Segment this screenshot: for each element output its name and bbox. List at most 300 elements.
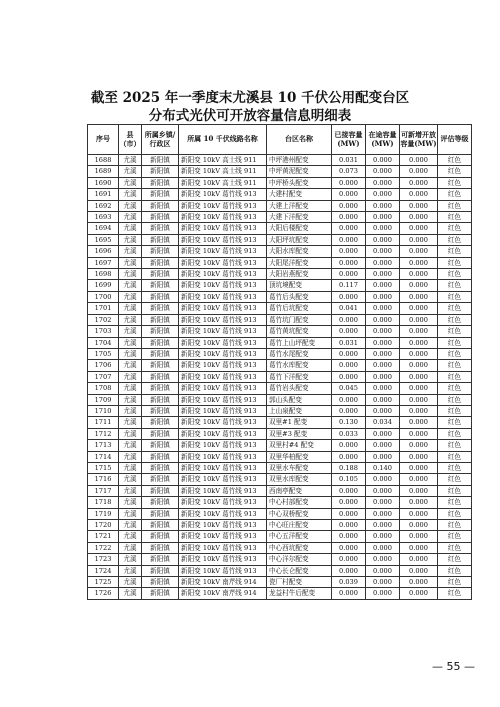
cell-town: 新阳镇 — [142, 314, 179, 325]
cell-connected: 0.000 — [332, 531, 366, 542]
cell-pending: 0.000 — [366, 280, 400, 291]
cell-area: 中心五洋配变 — [267, 531, 332, 542]
cell-available: 0.000 — [400, 405, 438, 416]
cell-connected: 0.000 — [332, 405, 366, 416]
cell-index: 1705 — [88, 348, 119, 359]
cell-available: 0.000 — [400, 246, 438, 257]
cell-pending: 0.000 — [366, 565, 400, 576]
cell-connected: 0.000 — [332, 269, 366, 280]
cell-county: 尤溪 — [119, 234, 142, 245]
cell-connected: 0.188 — [332, 462, 366, 473]
table-row — [88, 234, 472, 245]
cell-index: 1723 — [88, 554, 119, 565]
cell-county: 尤溪 — [119, 474, 142, 485]
cell-town: 新阳镇 — [142, 508, 179, 519]
cell-line: 新阳变 10kV 葛竹线 913 — [179, 405, 267, 416]
cell-available: 0.000 — [400, 383, 438, 394]
cell-available: 0.000 — [400, 291, 438, 302]
cell-index: 1702 — [88, 314, 119, 325]
cell-grade: 红色 — [438, 383, 472, 394]
cell-county: 尤溪 — [119, 531, 142, 542]
cell-index: 1725 — [88, 577, 119, 588]
table-row — [88, 348, 472, 359]
col-header-line: 所属 10 千伏线路名称 — [179, 125, 267, 155]
table-row — [88, 200, 472, 211]
cell-county: 尤溪 — [119, 577, 142, 588]
table-row — [88, 371, 472, 382]
cell-town: 新阳镇 — [142, 246, 179, 257]
cell-available: 0.000 — [400, 177, 438, 188]
cell-county: 尤溪 — [119, 223, 142, 234]
table-row — [88, 337, 472, 348]
cell-line: 新阳变 10kV 葛竹线 913 — [179, 337, 267, 348]
cell-pending: 0.000 — [366, 360, 400, 371]
cell-available: 0.000 — [400, 542, 438, 553]
cell-town: 新阳镇 — [142, 326, 179, 337]
cell-index: 1713 — [88, 440, 119, 451]
cell-county: 尤溪 — [119, 485, 142, 496]
cell-town: 新阳镇 — [142, 212, 179, 223]
cell-line: 新阳变 10kV 葛竹线 913 — [179, 234, 267, 245]
table-row — [88, 554, 472, 565]
cell-grade: 红色 — [438, 257, 472, 268]
cell-county: 尤溪 — [119, 565, 142, 576]
cell-index: 1700 — [88, 291, 119, 302]
table-row — [88, 577, 472, 588]
cell-county: 尤溪 — [119, 303, 142, 314]
cell-connected: 0.000 — [332, 508, 366, 519]
cell-area: 葛竹岩头配变 — [267, 383, 332, 394]
cell-town: 新阳镇 — [142, 280, 179, 291]
cell-index: 1717 — [88, 485, 119, 496]
cell-connected: 0.000 — [332, 257, 366, 268]
table-row — [88, 383, 472, 394]
cell-index: 1703 — [88, 326, 119, 337]
cell-area: 葛竹后坑配变 — [267, 303, 332, 314]
cell-grade: 红色 — [438, 200, 472, 211]
cell-county: 尤溪 — [119, 371, 142, 382]
cell-county: 尤溪 — [119, 508, 142, 519]
cell-line: 新阳变 10kV 葛竹线 913 — [179, 520, 267, 531]
cell-line: 新阳变 10kV 葛竹线 913 — [179, 360, 267, 371]
cell-county: 尤溪 — [119, 155, 142, 166]
cell-line: 新阳变 10kV 葛竹线 913 — [179, 485, 267, 496]
cell-index: 1708 — [88, 383, 119, 394]
table-row — [88, 280, 472, 291]
cell-index: 1695 — [88, 234, 119, 245]
cell-available: 0.000 — [400, 485, 438, 496]
cell-grade: 红色 — [438, 542, 472, 553]
cell-area: 中心村部配变 — [267, 497, 332, 508]
cell-pending: 0.000 — [366, 189, 400, 200]
cell-area: 中坪黄泥配变 — [267, 166, 332, 177]
cell-available: 0.000 — [400, 462, 438, 473]
cell-area: 中心洋尔配变 — [267, 554, 332, 565]
cell-town: 新阳镇 — [142, 428, 179, 439]
cell-connected: 0.000 — [332, 189, 366, 200]
cell-grade: 红色 — [438, 497, 472, 508]
cell-county: 尤溪 — [119, 520, 142, 531]
cell-line: 新阳变 10kV 葛竹线 913 — [179, 303, 267, 314]
cell-town: 新阳镇 — [142, 554, 179, 565]
cell-grade: 红色 — [438, 531, 472, 542]
cell-grade: 红色 — [438, 155, 472, 166]
cell-area: 瓷厂村配变 — [267, 577, 332, 588]
cell-connected: 0.000 — [332, 314, 366, 325]
cell-line: 新阳变 10kV 葛竹线 913 — [179, 348, 267, 359]
cell-index: 1706 — [88, 360, 119, 371]
cell-connected: 0.000 — [332, 451, 366, 462]
cell-pending: 0.000 — [366, 542, 400, 553]
cell-grade: 红色 — [438, 291, 472, 302]
cell-pending: 0.000 — [366, 212, 400, 223]
capacity-table — [87, 124, 472, 600]
cell-grade: 红色 — [438, 520, 472, 531]
cell-town: 新阳镇 — [142, 451, 179, 462]
table-row — [88, 155, 472, 166]
cell-town: 新阳镇 — [142, 269, 179, 280]
cell-index: 1691 — [88, 189, 119, 200]
cell-pending: 0.000 — [366, 428, 400, 439]
cell-area: 双里#3 配变 — [267, 428, 332, 439]
cell-area: 中心长仑配变 — [267, 565, 332, 576]
cell-pending: 0.000 — [366, 337, 400, 348]
cell-index: 1714 — [88, 451, 119, 462]
cell-county: 尤溪 — [119, 189, 142, 200]
cell-grade: 红色 — [438, 212, 472, 223]
cell-available: 0.000 — [400, 234, 438, 245]
cell-grade: 红色 — [438, 508, 472, 519]
page-number: — 55 — — [432, 660, 475, 673]
col-header-pending: 在途容量(MW) — [366, 125, 400, 155]
cell-connected: 0.000 — [332, 371, 366, 382]
col-header-town: 所属乡镇/行政区 — [142, 125, 179, 155]
table-title-line2: 分布式光伏可开放容量信息明细表 — [148, 108, 352, 124]
cell-connected: 0.000 — [332, 234, 366, 245]
cell-connected: 0.000 — [332, 588, 366, 599]
cell-connected: 0.000 — [332, 177, 366, 188]
cell-available: 0.000 — [400, 223, 438, 234]
table-row — [88, 223, 472, 234]
table-row — [88, 166, 472, 177]
cell-pending: 0.000 — [366, 269, 400, 280]
cell-pending: 0.000 — [366, 326, 400, 337]
cell-connected: 0.000 — [332, 200, 366, 211]
cell-index: 1710 — [88, 405, 119, 416]
cell-town: 新阳镇 — [142, 531, 179, 542]
cell-connected: 0.000 — [332, 394, 366, 405]
cell-area: 葛竹上山坪配变 — [267, 337, 332, 348]
table-row — [88, 326, 472, 337]
cell-connected: 0.000 — [332, 520, 366, 531]
cell-line: 新阳变 10kV 葛竹线 913 — [179, 508, 267, 519]
cell-index: 1721 — [88, 531, 119, 542]
cell-town: 新阳镇 — [142, 371, 179, 382]
cell-available: 0.000 — [400, 212, 438, 223]
cell-index: 1694 — [88, 223, 119, 234]
cell-area: 中心旺庄配变 — [267, 520, 332, 531]
cell-area: 大阳水库配变 — [267, 246, 332, 257]
cell-area: 双里村#4 配变 — [267, 440, 332, 451]
cell-line: 新阳变 10kV 葛竹线 913 — [179, 497, 267, 508]
cell-town: 新阳镇 — [142, 497, 179, 508]
cell-town: 新阳镇 — [142, 474, 179, 485]
table-row — [88, 405, 472, 416]
cell-pending: 0.000 — [366, 508, 400, 519]
cell-index: 1722 — [88, 542, 119, 553]
cell-area: 大阳尾洋配变 — [267, 257, 332, 268]
table-row — [88, 269, 472, 280]
cell-town: 新阳镇 — [142, 166, 179, 177]
cell-area: 西南亭配变 — [267, 485, 332, 496]
cell-county: 尤溪 — [119, 166, 142, 177]
cell-pending: 0.000 — [366, 554, 400, 565]
cell-grade: 红色 — [438, 405, 472, 416]
cell-line: 新阳变 10kV 葛竹线 913 — [179, 428, 267, 439]
cell-town: 新阳镇 — [142, 520, 179, 531]
cell-county: 尤溪 — [119, 212, 142, 223]
table-row — [88, 462, 472, 473]
cell-index: 1718 — [88, 497, 119, 508]
cell-town: 新阳镇 — [142, 257, 179, 268]
cell-index: 1688 — [88, 155, 119, 166]
cell-town: 新阳镇 — [142, 360, 179, 371]
cell-area: 双里水库配变 — [267, 474, 332, 485]
cell-town: 新阳镇 — [142, 155, 179, 166]
col-header-connected: 已接容量(MW) — [332, 125, 366, 155]
cell-area: 大阳岩燕配变 — [267, 269, 332, 280]
cell-index: 1726 — [88, 588, 119, 599]
cell-pending: 0.000 — [366, 291, 400, 302]
cell-available: 0.000 — [400, 554, 438, 565]
cell-connected: 0.031 — [332, 337, 366, 348]
cell-pending: 0.000 — [366, 246, 400, 257]
cell-available: 0.000 — [400, 474, 438, 485]
cell-town: 新阳镇 — [142, 565, 179, 576]
cell-line: 新阳变 10kV 高士线 911 — [179, 166, 267, 177]
cell-county: 尤溪 — [119, 348, 142, 359]
cell-pending: 0.000 — [366, 303, 400, 314]
cell-line: 新阳变 10kV 葛竹线 913 — [179, 246, 267, 257]
cell-pending: 0.000 — [366, 314, 400, 325]
cell-connected: 0.033 — [332, 428, 366, 439]
cell-grade: 红色 — [438, 314, 472, 325]
cell-town: 新阳镇 — [142, 200, 179, 211]
cell-county: 尤溪 — [119, 291, 142, 302]
table-row — [88, 360, 472, 371]
cell-county: 尤溪 — [119, 394, 142, 405]
cell-pending: 0.000 — [366, 497, 400, 508]
cell-grade: 红色 — [438, 485, 472, 496]
cell-town: 新阳镇 — [142, 542, 179, 553]
cell-grade: 红色 — [438, 588, 472, 599]
cell-town: 新阳镇 — [142, 348, 179, 359]
cell-county: 尤溪 — [119, 588, 142, 599]
cell-town: 新阳镇 — [142, 337, 179, 348]
cell-index: 1720 — [88, 520, 119, 531]
table-row — [88, 542, 472, 553]
cell-available: 0.000 — [400, 394, 438, 405]
cell-connected: 0.105 — [332, 474, 366, 485]
cell-connected: 0.045 — [332, 383, 366, 394]
cell-county: 尤溪 — [119, 428, 142, 439]
cell-line: 新阳变 10kV 葛竹线 913 — [179, 440, 267, 451]
cell-town: 新阳镇 — [142, 440, 179, 451]
cell-grade: 红色 — [438, 326, 472, 337]
cell-county: 尤溪 — [119, 383, 142, 394]
cell-available: 0.000 — [400, 497, 438, 508]
cell-grade: 红色 — [438, 223, 472, 234]
cell-pending: 0.000 — [366, 383, 400, 394]
table-row — [88, 440, 472, 451]
cell-connected: 0.117 — [332, 280, 366, 291]
cell-grade: 红色 — [438, 348, 472, 359]
cell-county: 尤溪 — [119, 337, 142, 348]
cell-index: 1697 — [88, 257, 119, 268]
cell-available: 0.000 — [400, 155, 438, 166]
cell-available: 0.000 — [400, 360, 438, 371]
cell-county: 尤溪 — [119, 554, 142, 565]
cell-line: 新阳变 10kV 葛竹线 913 — [179, 554, 267, 565]
cell-pending: 0.000 — [366, 405, 400, 416]
cell-available: 0.000 — [400, 200, 438, 211]
table-row — [88, 520, 472, 531]
cell-connected: 0.000 — [332, 246, 366, 257]
cell-county: 尤溪 — [119, 542, 142, 553]
cell-index: 1719 — [88, 508, 119, 519]
cell-town: 新阳镇 — [142, 223, 179, 234]
cell-area: 葛竹水尾配变 — [267, 348, 332, 359]
table-row — [88, 588, 472, 599]
cell-line: 新阳变 10kV 南芹线 914 — [179, 588, 267, 599]
cell-index: 1715 — [88, 462, 119, 473]
cell-connected: 0.000 — [332, 565, 366, 576]
cell-pending: 0.034 — [366, 417, 400, 428]
cell-connected: 0.000 — [332, 326, 366, 337]
cell-town: 新阳镇 — [142, 177, 179, 188]
cell-pending: 0.000 — [366, 348, 400, 359]
cell-line: 新阳变 10kV 葛竹线 913 — [179, 474, 267, 485]
cell-county: 尤溪 — [119, 257, 142, 268]
cell-county: 尤溪 — [119, 440, 142, 451]
cell-grade: 红色 — [438, 565, 472, 576]
table-row — [88, 257, 472, 268]
cell-available: 0.000 — [400, 428, 438, 439]
cell-available: 0.000 — [400, 314, 438, 325]
table-row — [88, 303, 472, 314]
cell-available: 0.000 — [400, 565, 438, 576]
cell-connected: 0.073 — [332, 166, 366, 177]
cell-area: 中坪桥头配变 — [267, 177, 332, 188]
cell-pending: 0.000 — [366, 200, 400, 211]
cell-available: 0.000 — [400, 588, 438, 599]
cell-line: 新阳变 10kV 葛竹线 913 — [179, 189, 267, 200]
cell-index: 1701 — [88, 303, 119, 314]
cell-grade: 红色 — [438, 337, 472, 348]
cell-connected: 0.000 — [332, 497, 366, 508]
cell-pending: 0.000 — [366, 485, 400, 496]
cell-available: 0.000 — [400, 577, 438, 588]
cell-line: 新阳变 10kV 葛竹线 913 — [179, 269, 267, 280]
cell-town: 新阳镇 — [142, 462, 179, 473]
cell-available: 0.000 — [400, 417, 438, 428]
cell-county: 尤溪 — [119, 200, 142, 211]
cell-county: 尤溪 — [119, 246, 142, 257]
cell-grade: 红色 — [438, 234, 472, 245]
cell-line: 新阳变 10kV 高士线 911 — [179, 155, 267, 166]
cell-town: 新阳镇 — [142, 588, 179, 599]
table-row — [88, 189, 472, 200]
cell-pending: 0.140 — [366, 462, 400, 473]
cell-grade: 红色 — [438, 451, 472, 462]
cell-line: 新阳变 10kV 葛竹线 913 — [179, 531, 267, 542]
cell-area: 郭山头配变 — [267, 394, 332, 405]
cell-connected: 0.000 — [332, 212, 366, 223]
cell-area: 葛竹坑门配变 — [267, 314, 332, 325]
table-row — [88, 177, 472, 188]
cell-available: 0.000 — [400, 269, 438, 280]
cell-line: 新阳变 10kV 高士线 911 — [179, 177, 267, 188]
cell-index: 1707 — [88, 371, 119, 382]
cell-grade: 红色 — [438, 577, 472, 588]
cell-index: 1693 — [88, 212, 119, 223]
cell-area: 大阳后楼配变 — [267, 223, 332, 234]
cell-index: 1716 — [88, 474, 119, 485]
cell-connected: 0.000 — [332, 440, 366, 451]
table-title-line1: 截至 2025 年一季度末尤溪县 10 千伏公用配变台区 — [90, 90, 410, 106]
cell-area: 中坪港州配变 — [267, 155, 332, 166]
cell-available: 0.000 — [400, 166, 438, 177]
cell-available: 0.000 — [400, 440, 438, 451]
cell-area: 葛竹水库配变 — [267, 360, 332, 371]
cell-index: 1712 — [88, 428, 119, 439]
cell-area: 葛竹后头配变 — [267, 291, 332, 302]
col-header-county: 县（市） — [119, 125, 142, 155]
cell-area: 葛竹下洋配变 — [267, 371, 332, 382]
cell-connected: 0.000 — [332, 554, 366, 565]
cell-pending: 0.000 — [366, 394, 400, 405]
cell-grade: 红色 — [438, 462, 472, 473]
header-row — [88, 125, 472, 155]
table-row — [88, 212, 472, 223]
cell-line: 新阳变 10kV 葛竹线 913 — [179, 542, 267, 553]
cell-index: 1689 — [88, 166, 119, 177]
cell-line: 新阳变 10kV 葛竹线 913 — [179, 417, 267, 428]
cell-grade: 红色 — [438, 428, 472, 439]
cell-area: 大建下洋配变 — [267, 212, 332, 223]
cell-pending: 0.000 — [366, 177, 400, 188]
cell-county: 尤溪 — [119, 314, 142, 325]
cell-county: 尤溪 — [119, 497, 142, 508]
cell-pending: 0.000 — [366, 155, 400, 166]
table-row — [88, 497, 472, 508]
cell-connected: 0.039 — [332, 577, 366, 588]
cell-area: 双里华柏配变 — [267, 451, 332, 462]
cell-town: 新阳镇 — [142, 577, 179, 588]
cell-connected: 0.031 — [332, 155, 366, 166]
cell-pending: 0.000 — [366, 451, 400, 462]
cell-county: 尤溪 — [119, 177, 142, 188]
col-header-grade: 评估等级 — [438, 125, 472, 155]
cell-area: 双里#1 配变 — [267, 417, 332, 428]
cell-index: 1696 — [88, 246, 119, 257]
cell-line: 新阳变 10kV 葛竹线 913 — [179, 326, 267, 337]
cell-town: 新阳镇 — [142, 394, 179, 405]
table-row — [88, 485, 472, 496]
cell-connected: 0.000 — [332, 360, 366, 371]
cell-grade: 红色 — [438, 177, 472, 188]
cell-area: 顶坑境配变 — [267, 280, 332, 291]
